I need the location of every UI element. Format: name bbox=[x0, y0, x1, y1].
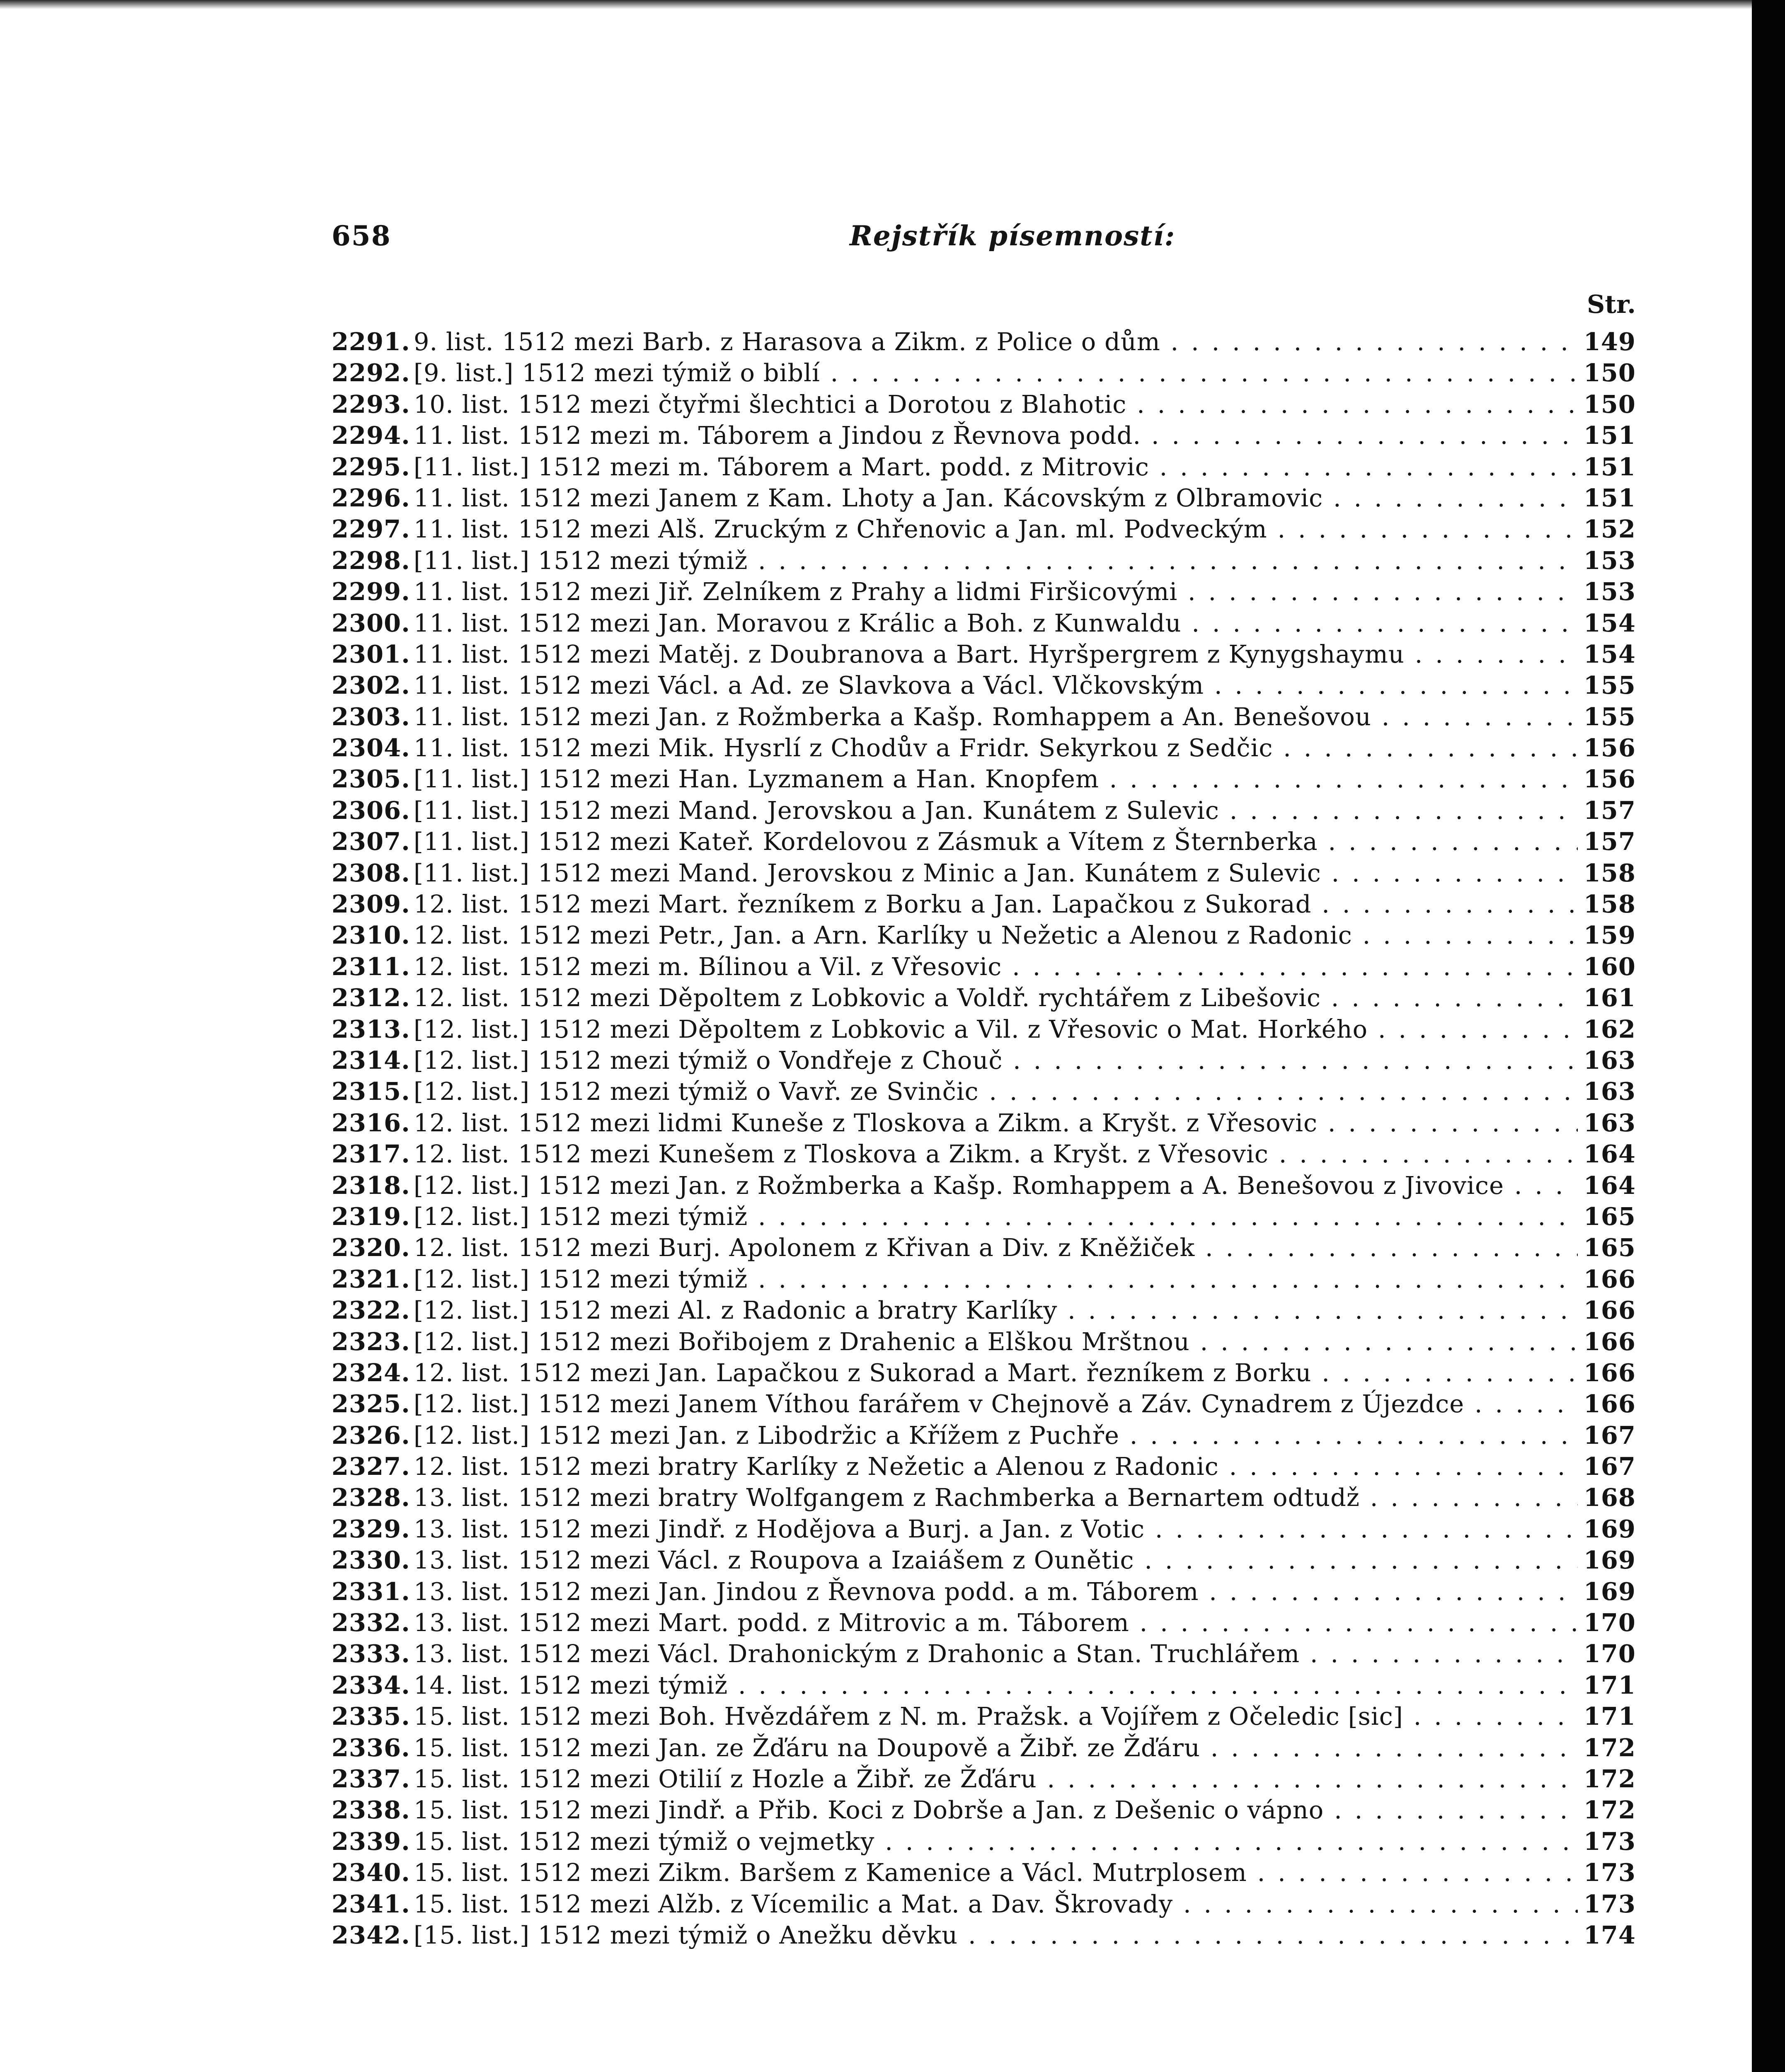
entry-description: 13. list. 1512 mezi bratry Wolfgangem z Rachmberka a Bernartem odtudž . . . bbox=[414, 1483, 1578, 1512]
entry-number: 2305. bbox=[332, 765, 410, 794]
entry-page-reference: 166 bbox=[1583, 1358, 1636, 1387]
entry-number: 2321. bbox=[332, 1264, 410, 1293]
register-entry bbox=[332, 1702, 1636, 1733]
entry-number: 2299. bbox=[332, 577, 410, 606]
entry-page-reference: 156 bbox=[1583, 733, 1636, 762]
entry-description: 11. list. 1512 mezi Janem z Kam. Lhoty a Jan. Kácovským z Olbramovic . . . bbox=[414, 484, 1578, 512]
entry-number: 2326. bbox=[332, 1421, 410, 1450]
entry-page-reference: 165 bbox=[1583, 1202, 1636, 1231]
entry-page-reference: 169 bbox=[1583, 1577, 1636, 1606]
entry-description: 13. list. 1512 mezi Jan. Jindou z Řevnova podd. a m. Táborem . . . bbox=[414, 1577, 1578, 1606]
entry-number: 2325. bbox=[332, 1389, 410, 1418]
page-number: 658 bbox=[332, 220, 391, 252]
entry-number: 2324. bbox=[332, 1358, 410, 1387]
entry-description: 12. list. 1512 mezi Mart. řezníkem z Borku a Jan. Lapačkou z Sukorad . . . bbox=[414, 890, 1578, 918]
register-entry bbox=[332, 859, 1636, 890]
entry-page-reference: 173 bbox=[1583, 1827, 1636, 1856]
register-entry bbox=[332, 1671, 1636, 1702]
register-entry bbox=[332, 827, 1636, 858]
entry-page-reference: 166 bbox=[1583, 1389, 1636, 1418]
register-entry bbox=[332, 453, 1636, 484]
entry-number: 2315. bbox=[332, 1077, 410, 1106]
entry-number: 2300. bbox=[332, 608, 410, 637]
register-entry bbox=[332, 1577, 1636, 1608]
register-entry bbox=[332, 421, 1636, 452]
register-entry bbox=[332, 515, 1636, 546]
entry-page-reference: 161 bbox=[1583, 983, 1636, 1012]
register-entry bbox=[332, 1921, 1636, 1952]
entry-description: [11. list.] 1512 mezi týmiž . . . bbox=[414, 546, 1578, 575]
register-entry bbox=[332, 983, 1636, 1014]
entry-page-reference: 166 bbox=[1583, 1296, 1636, 1325]
entry-number: 2341. bbox=[332, 1889, 410, 1918]
entry-page-reference: 164 bbox=[1583, 1171, 1636, 1200]
register-entry bbox=[332, 890, 1636, 921]
entry-description: 12. list. 1512 mezi Petr., Jan. a Arn. Karlíky u Nežetic a Alenou z Radonic . . . bbox=[414, 921, 1578, 949]
entry-number: 2327. bbox=[332, 1452, 410, 1481]
entry-description: 15. list. 1512 mezi Jindř. a Přib. Koci z Dobrše a Jan. z Dešenic o vápno . . . bbox=[414, 1796, 1578, 1824]
register-entry bbox=[332, 1765, 1636, 1796]
entry-description: 9. list. 1512 mezi Barb. z Harasova a Zikm. z Police o dům . . . bbox=[414, 327, 1578, 356]
entry-number: 2296. bbox=[332, 483, 410, 512]
entry-page-reference: 173 bbox=[1583, 1889, 1636, 1918]
entry-description: 12. list. 1512 mezi lidmi Kuneše z Tloskova a Zikm. a Kryšt. z Vřesovic . . . bbox=[414, 1109, 1578, 1137]
entry-page-reference: 168 bbox=[1583, 1483, 1636, 1512]
entry-description: [12. list.] 1512 mezi Jan. z Libodržic a Křížem z Puchře . . . bbox=[414, 1421, 1578, 1450]
entry-number: 2332. bbox=[332, 1608, 410, 1637]
entry-page-reference: 169 bbox=[1583, 1546, 1636, 1575]
register-entry bbox=[332, 390, 1636, 421]
entry-number: 2329. bbox=[332, 1514, 410, 1543]
entry-page-reference: 164 bbox=[1583, 1140, 1636, 1169]
entry-description: 15. list. 1512 mezi Jan. ze Žďáru na Doupově a Žibř. ze Žďáru . . . bbox=[414, 1733, 1578, 1762]
page-column-header: Str. bbox=[1586, 290, 1636, 319]
entry-description: 15. list. 1512 mezi týmiž o vejmetky . . . bbox=[414, 1827, 1578, 1856]
entry-number: 2310. bbox=[332, 921, 410, 950]
entry-description: 11. list. 1512 mezi m. Táborem a Jindou z Řevnova podd. . . . bbox=[414, 421, 1578, 450]
entry-number: 2320. bbox=[332, 1233, 410, 1262]
register-entry bbox=[332, 1265, 1636, 1296]
entry-description: 15. list. 1512 mezi Otilií z Hozle a Žibř. ze Žďáru . . . bbox=[414, 1765, 1578, 1793]
register-entry bbox=[332, 577, 1636, 608]
register-entry bbox=[332, 921, 1636, 952]
scan-top-edge bbox=[0, 0, 1785, 9]
entry-page-reference: 150 bbox=[1583, 390, 1636, 419]
entry-description: [12. list.] 1512 mezi Bořibojem z Drahenic a Elškou Mrštnou . . . bbox=[414, 1327, 1578, 1356]
entry-page-reference: 151 bbox=[1583, 483, 1636, 512]
entry-description: 12. list. 1512 mezi m. Bílinou a Vil. z Vřesovic . . . bbox=[414, 952, 1578, 981]
register-entry bbox=[332, 1639, 1636, 1670]
register-entry bbox=[332, 358, 1636, 390]
entry-number: 2309. bbox=[332, 890, 410, 919]
entry-number: 2335. bbox=[332, 1702, 410, 1731]
entry-description: 11. list. 1512 mezi Mik. Hysrlí z Chodův a Fridr. Sekyrkou z Sedčic . . . bbox=[414, 733, 1578, 762]
entry-number: 2319. bbox=[332, 1202, 410, 1231]
entry-page-reference: 167 bbox=[1583, 1452, 1636, 1481]
entry-description: 11. list. 1512 mezi Alš. Zruckým z Chřenovic a Jan. ml. Podveckým . . . bbox=[414, 515, 1578, 543]
entry-page-reference: 157 bbox=[1583, 796, 1636, 825]
entry-number: 2311. bbox=[332, 952, 410, 981]
register-entry bbox=[332, 1421, 1636, 1452]
scan-right-edge bbox=[1752, 0, 1785, 2072]
register-entry bbox=[332, 952, 1636, 983]
entry-number: 2297. bbox=[332, 515, 410, 544]
entry-description: [12. list.] 1512 mezi Al. z Radonic a bratry Karlíky . . . bbox=[414, 1296, 1578, 1324]
register-entry bbox=[332, 640, 1636, 671]
entry-page-reference: 160 bbox=[1583, 952, 1636, 981]
entry-number: 2339. bbox=[332, 1827, 410, 1856]
entry-number: 2317. bbox=[332, 1140, 410, 1169]
entry-description: 11. list. 1512 mezi Jan. z Rožmberka a Kašp. Romhappem a An. Benešovou . . . bbox=[414, 702, 1578, 731]
entry-description: 13. list. 1512 mezi Jindř. z Hodějova a Burj. a Jan. z Votic . . . bbox=[414, 1515, 1578, 1543]
register-entry bbox=[332, 1327, 1636, 1358]
register-entry bbox=[332, 1140, 1636, 1171]
register-entry bbox=[332, 1015, 1636, 1046]
entry-page-reference: 159 bbox=[1583, 921, 1636, 950]
register-entry bbox=[332, 765, 1636, 796]
entry-page-reference: 163 bbox=[1583, 1046, 1636, 1075]
entry-description: [11. list.] 1512 mezi Mand. Jerovskou z Minic a Jan. Kunátem z Sulevic . . . bbox=[414, 859, 1578, 887]
register-list bbox=[332, 327, 1636, 1952]
entry-number: 2295. bbox=[332, 452, 410, 481]
entry-page-reference: 173 bbox=[1583, 1858, 1636, 1887]
entry-number: 2331. bbox=[332, 1577, 410, 1606]
register-entry bbox=[332, 1109, 1636, 1140]
entry-description: [9. list.] 1512 mezi týmiž o biblí . . . bbox=[414, 358, 1578, 387]
entry-page-reference: 162 bbox=[1583, 1014, 1636, 1043]
entry-description: 12. list. 1512 mezi Kunešem z Tloskova a Zikm. a Kryšt. z Vřesovic . . . bbox=[414, 1140, 1578, 1168]
register-entry bbox=[332, 671, 1636, 702]
entry-page-reference: 152 bbox=[1583, 515, 1636, 544]
entry-number: 2294. bbox=[332, 421, 410, 450]
entry-description: 15. list. 1512 mezi Alžb. z Vícemilic a Mat. a Dav. Škrovady . . . bbox=[414, 1890, 1578, 1918]
register-entry bbox=[332, 1515, 1636, 1546]
register-entry bbox=[332, 484, 1636, 515]
entry-description: 12. list. 1512 mezi Burj. Apolonem z Křivan a Div. z Kněžiček . . . bbox=[414, 1233, 1578, 1262]
entry-description: [11. list.] 1512 mezi Kateř. Kordelovou z Zásmuk a Vítem z Šternberka . . . bbox=[414, 827, 1578, 856]
entry-description: 13. list. 1512 mezi Mart. podd. z Mitrovic a m. Táborem . . . bbox=[414, 1608, 1578, 1637]
entry-number: 2330. bbox=[332, 1546, 410, 1575]
entry-page-reference: 153 bbox=[1583, 577, 1636, 606]
entry-page-reference: 154 bbox=[1583, 608, 1636, 637]
entry-description: 13. list. 1512 mezi Václ. z Roupova a Izaiášem z Ounětic . . . bbox=[414, 1546, 1578, 1574]
entry-page-reference: 170 bbox=[1583, 1608, 1636, 1637]
register-entry bbox=[332, 1483, 1636, 1514]
entry-page-reference: 170 bbox=[1583, 1639, 1636, 1668]
entry-number: 2291. bbox=[332, 327, 410, 356]
entry-page-reference: 151 bbox=[1583, 452, 1636, 481]
entry-number: 2298. bbox=[332, 546, 410, 575]
entry-page-reference: 166 bbox=[1583, 1327, 1636, 1356]
entry-number: 2338. bbox=[332, 1796, 410, 1825]
register-entry bbox=[332, 796, 1636, 827]
entry-page-reference: 153 bbox=[1583, 546, 1636, 575]
entry-page-reference: 158 bbox=[1583, 858, 1636, 887]
entry-page-reference: 169 bbox=[1583, 1514, 1636, 1543]
register-entry bbox=[332, 1796, 1636, 1827]
entry-page-reference: 157 bbox=[1583, 827, 1636, 856]
entry-page-reference: 158 bbox=[1583, 890, 1636, 919]
register-entry bbox=[332, 1358, 1636, 1389]
entry-description: 11. list. 1512 mezi Václ. a Ad. ze Slavkova a Václ. Vlčkovským . . . bbox=[414, 671, 1578, 700]
register-entry bbox=[332, 1733, 1636, 1765]
entry-description: [11. list.] 1512 mezi Han. Lyzmanem a Han. Knopfem . . . bbox=[414, 765, 1578, 793]
entry-description: [12. list.] 1512 mezi týmiž . . . bbox=[414, 1265, 1578, 1293]
entry-number: 2333. bbox=[332, 1639, 410, 1668]
entry-description: 12. list. 1512 mezi bratry Karlíky z Nežetic a Alenou z Radonic . . . bbox=[414, 1452, 1578, 1481]
entry-description: 12. list. 1512 mezi Děpoltem z Lobkovic a Voldř. rychtářem z Libešovic . . . bbox=[414, 983, 1578, 1012]
entry-number: 2308. bbox=[332, 858, 410, 887]
entry-description: 10. list. 1512 mezi čtyřmi šlechtici a Dorotou z Blahotic . . . bbox=[414, 390, 1578, 419]
register-entry bbox=[332, 1858, 1636, 1889]
entry-description: 11. list. 1512 mezi Jan. Moravou z Králic a Boh. z Kunwaldu . . . bbox=[414, 609, 1578, 637]
entry-number: 2314. bbox=[332, 1046, 410, 1075]
entry-page-reference: 171 bbox=[1583, 1702, 1636, 1731]
register-entry bbox=[332, 1608, 1636, 1639]
entry-page-reference: 155 bbox=[1583, 702, 1636, 731]
entry-number: 2292. bbox=[332, 358, 410, 387]
entry-number: 2340. bbox=[332, 1858, 410, 1887]
entry-page-reference: 163 bbox=[1583, 1077, 1636, 1106]
entry-description: [15. list.] 1512 mezi týmiž o Anežku děvku . . . bbox=[414, 1921, 1578, 1949]
entry-page-reference: 171 bbox=[1583, 1670, 1636, 1699]
entry-page-reference: 165 bbox=[1583, 1233, 1636, 1262]
entry-page-reference: 149 bbox=[1583, 327, 1636, 356]
register-entry bbox=[332, 609, 1636, 640]
entry-number: 2322. bbox=[332, 1296, 410, 1325]
entry-number: 2304. bbox=[332, 733, 410, 762]
register-entry bbox=[332, 702, 1636, 733]
entry-description: 11. list. 1512 mezi Matěj. z Doubranova a Bart. Hyršpergrem z Kynygshaymu . . . bbox=[414, 640, 1578, 668]
entry-page-reference: 167 bbox=[1583, 1421, 1636, 1450]
register-entry bbox=[332, 1077, 1636, 1108]
entry-description: [12. list.] 1512 mezi Jan. z Rožmberka a Kašp. Romhappem a A. Benešovou z Jivovice . . . bbox=[414, 1171, 1578, 1200]
entry-number: 2323. bbox=[332, 1327, 410, 1356]
entry-description: 15. list. 1512 mezi Zikm. Baršem z Kamenice a Václ. Mutrplosem . . . bbox=[414, 1858, 1578, 1887]
entry-page-reference: 155 bbox=[1583, 671, 1636, 700]
register-entry bbox=[332, 1233, 1636, 1264]
entry-page-reference: 172 bbox=[1583, 1733, 1636, 1762]
entry-page-reference: 166 bbox=[1583, 1264, 1636, 1293]
entry-number: 2293. bbox=[332, 390, 410, 419]
register-entry bbox=[332, 1546, 1636, 1577]
entry-page-reference: 172 bbox=[1583, 1796, 1636, 1825]
entry-description: 14. list. 1512 mezi týmiž . . . bbox=[414, 1671, 1578, 1699]
entry-number: 2337. bbox=[332, 1764, 410, 1793]
entry-number: 2318. bbox=[332, 1171, 410, 1200]
register-entry bbox=[332, 1452, 1636, 1483]
entry-page-reference: 150 bbox=[1583, 358, 1636, 387]
register-entry bbox=[332, 1389, 1636, 1421]
entry-number: 2316. bbox=[332, 1108, 410, 1137]
entry-description: [11. list.] 1512 mezi Mand. Jerovskou a Jan. Kunátem z Sulevic . . . bbox=[414, 796, 1578, 825]
entry-number: 2303. bbox=[332, 702, 410, 731]
page-title: Rejstřík písemností: bbox=[850, 220, 1176, 252]
register-entry bbox=[332, 1171, 1636, 1202]
entry-page-reference: 172 bbox=[1583, 1764, 1636, 1793]
entry-number: 2312. bbox=[332, 983, 410, 1012]
entry-description: [11. list.] 1512 mezi m. Táborem a Mart. podd. z Mitrovic . . . bbox=[414, 453, 1578, 481]
entry-number: 2306. bbox=[332, 796, 410, 825]
entry-number: 2328. bbox=[332, 1483, 410, 1512]
register-entry bbox=[332, 1890, 1636, 1921]
entry-description: 15. list. 1512 mezi Boh. Hvězdářem z N. m. Pražsk. a Vojířem z Očeledic [sic] . . . bbox=[414, 1702, 1578, 1731]
entry-number: 2302. bbox=[332, 671, 410, 700]
entry-description: 12. list. 1512 mezi Jan. Lapačkou z Sukorad a Mart. řezníkem z Borku . . . bbox=[414, 1358, 1578, 1387]
register-entry bbox=[332, 546, 1636, 577]
entry-page-reference: 151 bbox=[1583, 421, 1636, 450]
entry-page-reference: 154 bbox=[1583, 639, 1636, 668]
entry-description: 13. list. 1512 mezi Václ. Drahonickým z Drahonic a Stan. Truchlářem . . . bbox=[414, 1639, 1578, 1668]
register-entry bbox=[332, 327, 1636, 358]
register-entry bbox=[332, 1296, 1636, 1327]
register-entry bbox=[332, 1046, 1636, 1077]
register-entry bbox=[332, 1827, 1636, 1858]
entry-description: [12. list.] 1512 mezi týmiž . . . bbox=[414, 1202, 1578, 1231]
entry-page-reference: 156 bbox=[1583, 765, 1636, 794]
entry-number: 2313. bbox=[332, 1014, 410, 1043]
entry-page-reference: 174 bbox=[1583, 1920, 1636, 1949]
entry-description: [12. list.] 1512 mezi týmiž o Vondřeje z Chouč . . . bbox=[414, 1046, 1578, 1075]
entry-number: 2334. bbox=[332, 1670, 410, 1699]
entry-page-reference: 163 bbox=[1583, 1108, 1636, 1137]
register-entry bbox=[332, 1202, 1636, 1233]
entry-description: [12. list.] 1512 mezi Janem Víthou farářem v Chejnově a Záv. Cynadrem z Újezdce . . . bbox=[414, 1389, 1578, 1418]
entry-number: 2307. bbox=[332, 827, 410, 856]
register-entry bbox=[332, 733, 1636, 765]
entry-number: 2336. bbox=[332, 1733, 410, 1762]
entry-description: 11. list. 1512 mezi Jiř. Zelníkem z Prahy a lidmi Firšicovými . . . bbox=[414, 577, 1578, 606]
entry-description: [12. list.] 1512 mezi týmiž o Vavř. ze Svinčic . . . bbox=[414, 1077, 1578, 1106]
entry-number: 2342. bbox=[332, 1920, 410, 1949]
entry-description: [12. list.] 1512 mezi Děpoltem z Lobkovic a Vil. z Vřesovic o Mat. Horkého . . . bbox=[414, 1015, 1578, 1043]
entry-number: 2301. bbox=[332, 639, 410, 668]
